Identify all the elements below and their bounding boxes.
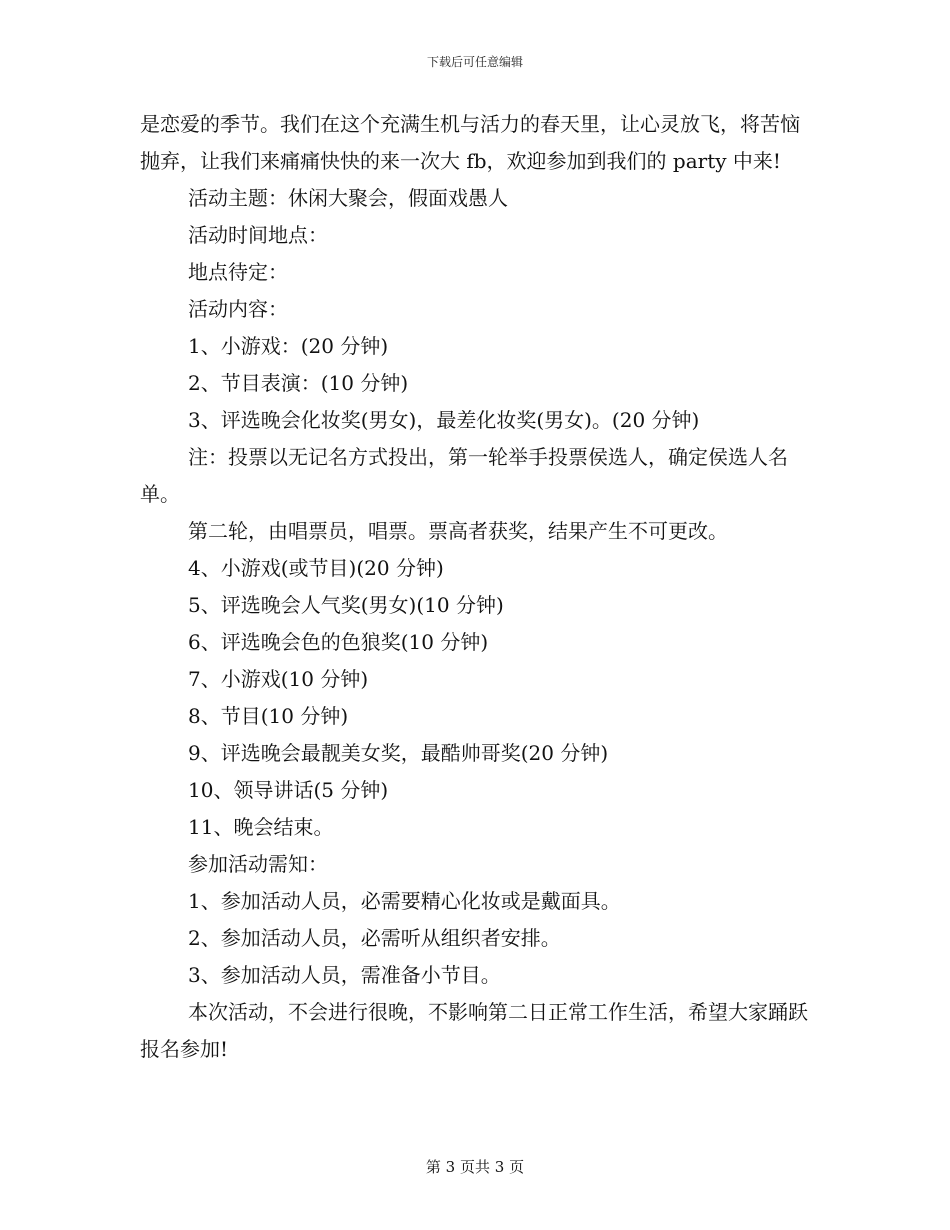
time-place-line: 活动时间地点：	[188, 223, 328, 247]
activity-item: 9、评选晚会最靓美女奖，最酷帅哥奖(20 分钟)	[188, 741, 609, 765]
intro-paragraph: 是恋爱的季节。我们在这个充满生机与活力的春天里，让心灵放飞，将苦恼抛弃，让我们来痛痛快快的来一次大 fb，欢迎参加到我们的 party 中来!	[140, 112, 800, 173]
page-number-footer: 第 3 页共 3 页	[425, 1158, 525, 1176]
round-two-line: 第二轮，由唱票员，唱票。票高者获奖，结果产生不可更改。	[188, 519, 728, 543]
notice-heading: 参加活动需知：	[188, 852, 328, 876]
activity-item: 5、评选晚会人气奖(男女)(10 分钟)	[188, 593, 504, 617]
place-tbd-line: 地点待定：	[188, 260, 288, 284]
notice-item: 1、参加活动人员，必需要精心化妆或是戴面具。	[188, 889, 621, 913]
activity-item: 2、节目表演：(10 分钟)	[188, 371, 409, 395]
notice-item: 2、参加活动人员，必需听从组织者安排。	[188, 926, 561, 950]
document-body	[140, 106, 810, 1068]
activity-item: 8、节目(10 分钟)	[188, 704, 349, 728]
voting-note: 注：投票以无记名方式投出，第一轮举手投票侯选人，确定侯选人名单。	[140, 445, 788, 506]
notice-item: 3、参加活动人员，需准备小节目。	[188, 963, 501, 987]
activity-item: 3、评选晚会化妆奖(男女)，最差化妆奖(男女)。(20 分钟)	[188, 408, 700, 432]
content-heading: 活动内容：	[188, 297, 288, 321]
page-header: 下载后可任意编辑	[426, 55, 523, 69]
theme-line: 活动主题：休闲大聚会，假面戏愚人	[188, 186, 508, 210]
closing-paragraph: 本次活动，不会进行很晚，不影响第二日正常工作生活，希望大家踊跃报名参加!	[140, 1000, 808, 1061]
activity-item: 1、小游戏：(20 分钟)	[188, 334, 389, 358]
activity-item: 4、小游戏(或节目)(20 分钟)	[188, 556, 444, 580]
activity-item: 11、晚会结束。	[188, 815, 334, 839]
activity-item: 6、评选晚会色的色狼奖(10 分钟)	[188, 630, 489, 654]
activity-item: 7、小游戏(10 分钟)	[188, 667, 369, 691]
activity-item: 10、领导讲话(5 分钟)	[188, 778, 389, 802]
